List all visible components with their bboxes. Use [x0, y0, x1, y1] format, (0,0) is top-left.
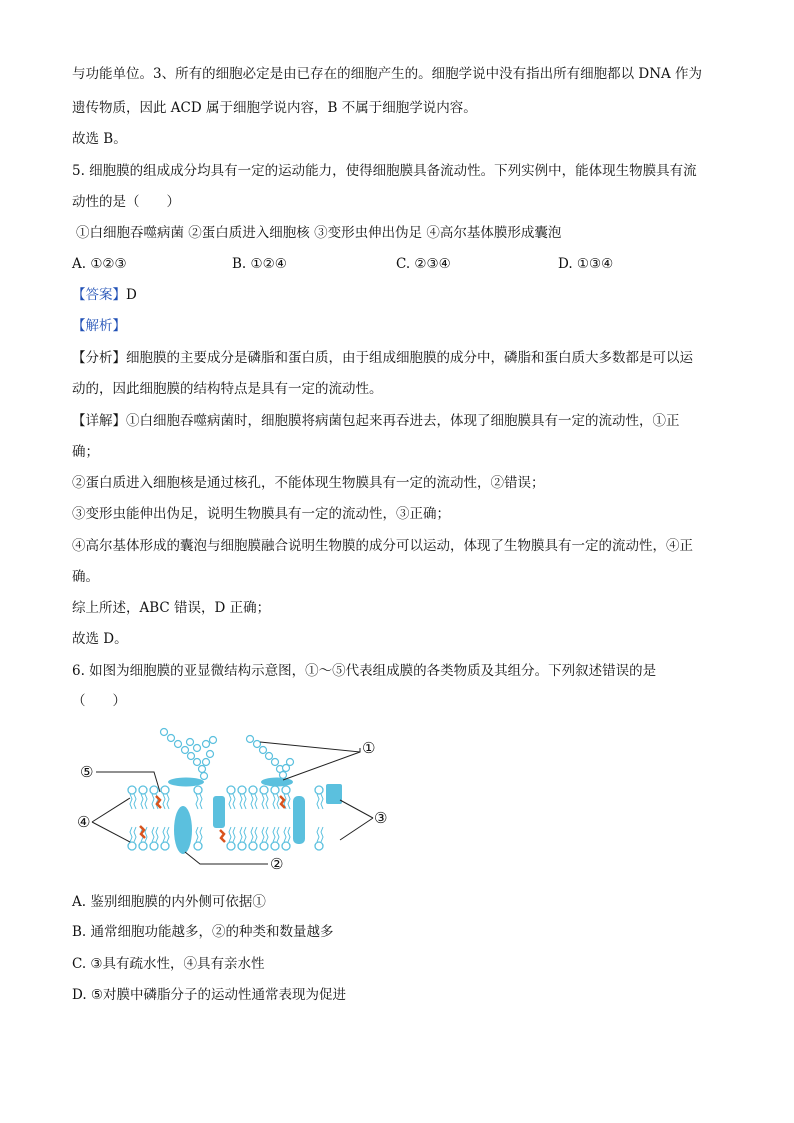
phospholipid-tail: [244, 794, 246, 809]
label-2: ②: [270, 855, 284, 872]
phospholipid-tail: [321, 794, 323, 809]
phospholipid-tail: [255, 827, 257, 842]
phospholipid-head: [315, 842, 323, 850]
phospholipid-tail: [251, 827, 253, 842]
q5-option-d: D. ①③④: [558, 256, 614, 272]
phospholipid-tail: [130, 794, 132, 809]
q6-stem: （ ）: [72, 693, 126, 709]
phospholipid-head: [161, 842, 169, 850]
q6-option-a: A. 鉴别细胞膜的内外侧可依据①: [72, 894, 266, 910]
answer-tag: 【答案】: [72, 287, 126, 303]
detail-text: ③变形虫能伸出伪足，说明生物膜具有一定的流动性，③正确；: [72, 506, 450, 522]
phospholipid-head: [271, 842, 279, 850]
glycocalyx: [161, 729, 294, 780]
detail-text: 确。: [72, 569, 99, 585]
q6-option-c: C. ③具有疏水性，④具有亲水性: [72, 956, 265, 972]
q5-stem: 5. 细胞膜的组成成分均具有一定的运动能力，使得细胞膜具备流动性。下列实例中，能体现生物膜具有流: [72, 163, 697, 179]
q5-option-b: B. ①②④: [232, 256, 287, 272]
phospholipid-tail: [130, 827, 132, 842]
q5-items: ①白细胞吞噬病菌 ②蛋白质进入细胞核 ③变形虫伸出伪足 ④高尔基体膜形成囊泡: [76, 225, 562, 241]
phospholipid-tail: [167, 794, 169, 809]
answer-line: [72, 285, 137, 305]
phospholipid-tail: [233, 827, 235, 842]
phospholipid-tail: [288, 827, 290, 842]
phospholipid-tail: [134, 794, 136, 809]
phospholipid-tail: [167, 827, 169, 842]
fenxi-text: 动的，因此细胞膜的结构特点是具有一定的流动性。: [72, 381, 383, 397]
phospholipid-tail: [277, 827, 279, 842]
phospholipid-tail: [262, 794, 264, 809]
analysis-line: [72, 316, 126, 336]
q6-option-b: B. 通常细胞功能越多，②的种类和数量越多: [72, 924, 334, 940]
fenxi-text: 细胞膜的主要成分是磷脂和蛋白质，由于组成细胞膜的成分中，磷脂和蛋白质大多数都是可以运: [126, 350, 693, 366]
detail-text: ①白细胞吞噬病菌时，细胞膜将病菌包起来再吞进去，体现了细胞膜具有一定的流动性，①正: [126, 413, 680, 429]
q5-option-c: C. ②③④: [396, 256, 451, 272]
detail-text: ②蛋白质进入细胞核是通过核孔，不能体现生物膜具有一定的流动性，②错误；: [72, 475, 545, 491]
phospholipid-tail: [277, 794, 279, 809]
phospholipid-head: [238, 842, 246, 850]
phospholipid-head: [128, 786, 136, 794]
q5-stem: 动性的是（ ）: [72, 194, 180, 210]
phospholipid-tail: [200, 794, 202, 809]
text-line: 遗传物质，因此 ACD 属于细胞学说内容，B 不属于细胞学说内容。: [72, 100, 477, 116]
phospholipid-tail: [273, 827, 275, 842]
phospholipid-head: [227, 842, 235, 850]
detail-text: 确；: [72, 444, 99, 460]
phospholipid-head: [150, 786, 158, 794]
label-3: ③: [374, 809, 388, 827]
phospholipid-head: [315, 786, 323, 794]
phospholipid-tail: [229, 827, 231, 842]
phospholipid-head: [249, 842, 257, 850]
phospholipid-head: [260, 842, 268, 850]
phospholipid-tail: [145, 827, 147, 842]
phospholipid-tail: [233, 794, 235, 809]
summary-text: 综上所述，ABC 错误，D 正确；: [72, 600, 271, 616]
phospholipid-tail: [266, 827, 268, 842]
detail-line: [72, 411, 680, 431]
phospholipid-tail: [251, 794, 253, 809]
fenxi-tag: 【分析】: [72, 350, 126, 366]
label-4: ④: [77, 813, 91, 831]
phospholipid-tail: [163, 794, 165, 809]
phospholipid-tail: [196, 827, 198, 842]
phospholipid-tail: [321, 827, 323, 842]
phospholipid-tail: [196, 794, 198, 809]
phospholipid-head: [139, 786, 147, 794]
detail-tag: 【详解】: [72, 413, 126, 429]
label-1: ①: [362, 739, 376, 757]
detail-text: ④高尔基体形成的囊泡与细胞膜融合说明生物膜的成分可以运动，体现了生物膜具有一定的流动性，④正: [72, 538, 693, 554]
phospholipid-head: [238, 786, 246, 794]
phospholipid-tail: [156, 827, 158, 842]
q6-stem: 6. 如图为细胞膜的亚显微结构示意图，①～⑤代表组成膜的各类物质及其组分。下列叙述错误的是: [72, 663, 657, 679]
phospholipid-head: [194, 786, 202, 794]
phospholipid-head: [249, 786, 257, 794]
phospholipid-head: [227, 786, 235, 794]
analysis-tag: 【解析】: [72, 318, 126, 334]
phospholipid-tail: [240, 794, 242, 809]
text-line: 故选 B。: [72, 131, 127, 147]
phospholipid-tail: [240, 827, 242, 842]
phospholipid-tail: [244, 827, 246, 842]
phospholipid-tail: [163, 827, 165, 842]
phospholipid-tail: [273, 794, 275, 809]
phospholipid-head: [128, 842, 136, 850]
phospholipid-tail: [266, 794, 268, 809]
phospholipid-tail: [152, 827, 154, 842]
phospholipid-tail: [134, 827, 136, 842]
phospholipid-tail: [141, 794, 143, 809]
q5-option-a: A. ①②③: [72, 256, 127, 272]
phospholipid-tail: [262, 827, 264, 842]
phospholipid-head: [139, 842, 147, 850]
phospholipid-tail: [255, 794, 257, 809]
phospholipid-head: [161, 786, 169, 794]
phospholipid-head: [282, 842, 290, 850]
q6-option-d: D. ⑤对膜中磷脂分子的运动性通常表现为促进: [72, 987, 347, 1003]
answer-value: D: [126, 287, 137, 303]
phospholipid-tail: [317, 794, 319, 809]
label-5: ⑤: [80, 763, 94, 781]
phospholipid-tail: [284, 827, 286, 842]
fenxi-line: [72, 348, 693, 368]
choose-text: 故选 D。: [72, 631, 128, 647]
phospholipid-head: [194, 842, 202, 850]
phospholipid-tail: [288, 794, 290, 809]
phospholipid-tail: [145, 794, 147, 809]
phospholipid-tail: [152, 794, 154, 809]
phospholipid-tail: [200, 827, 202, 842]
phospholipid-tail: [317, 827, 319, 842]
phospholipid-head: [260, 786, 268, 794]
phospholipid-head: [150, 842, 158, 850]
text-line: 与功能单位。3、所有的细胞必定是由已存在的细胞产生的。细胞学说中没有指出所有细胞都以 DNA 作为: [72, 66, 703, 82]
phospholipid-head: [271, 786, 279, 794]
cell-membrane-diagram: [70, 722, 400, 872]
phospholipid-head: [282, 786, 290, 794]
phospholipid-tail: [229, 794, 231, 809]
